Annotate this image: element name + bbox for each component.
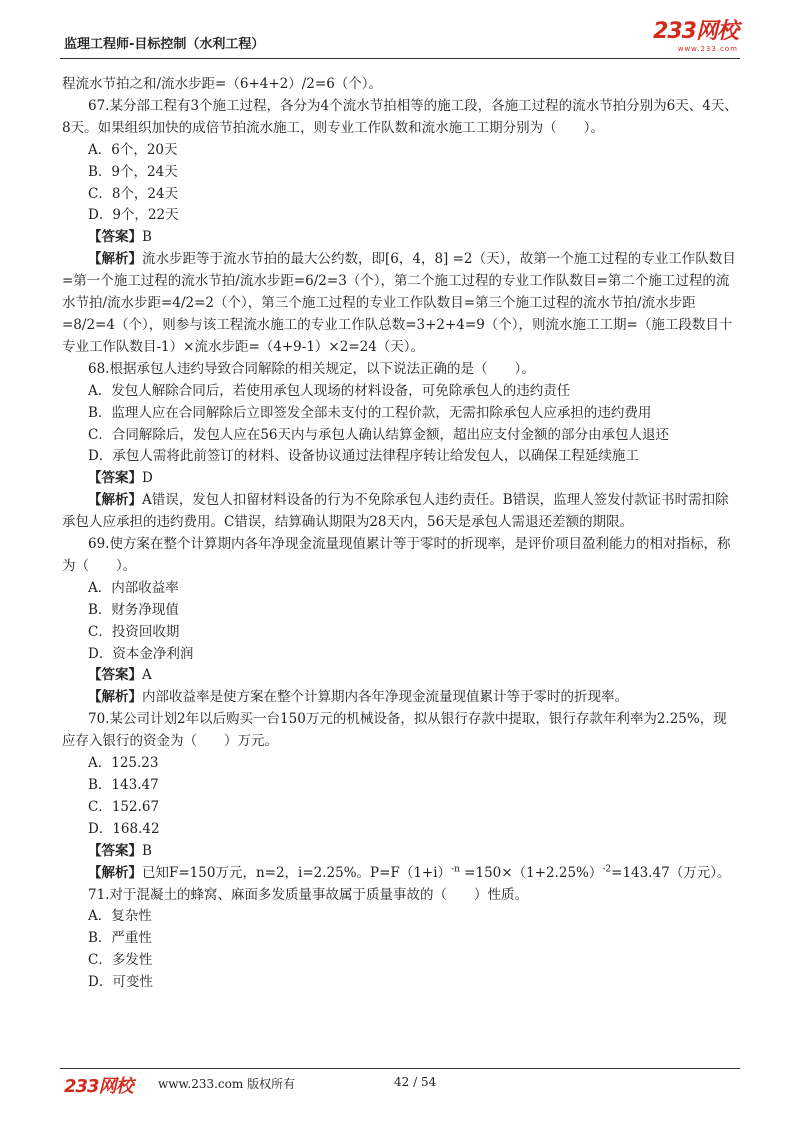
option-71-c: C．多发性 <box>88 952 153 969</box>
explanation-text-a: 已知F=150万元，n=2，i=2.25%。P=F（1+i） <box>142 864 452 881</box>
question-stem-67: 67.某分部工程有3个施工过程，各分为4个流水节拍相等的施工段，各施工过程的流水节拍分别为6天、4天、8天。如果组织加快的成倍节拍流水施工，则专业工作队数和流水施工工期分别为（ ）。 <box>62 97 738 136</box>
explanation-text-c: =143.47（万元）。 <box>611 864 731 881</box>
option-68-c: C．合同解除后，发包人应在56天内与承包人确认结算金额，超出应支付金额的部分由承包人退还 <box>88 426 670 443</box>
answer-70 <box>62 841 738 863</box>
header-divider <box>60 58 740 59</box>
exponent-n: -n <box>451 864 460 875</box>
option-70-b: B．143.47 <box>88 777 159 793</box>
answer-label: 【答案】 <box>88 667 142 684</box>
option-67-d: D．9个，22天 <box>88 207 179 224</box>
explanation-68 <box>62 490 738 534</box>
option-67-b: B．9个，24天 <box>88 163 178 180</box>
explanation-text: 流水步距等于流水节拍的最大公约数，即[6，4，8] =2（天），故第一个施工过程的专业工作队数目=第一个施工过程的流水节拍/流水步距=6/2=3（个），第二个施工过程的专业工作队数目=第二个施工过程的流水节拍/流水步距=4/2=2（个），第三个施工过程的专业工作队数目=第三个施工过程的流水节拍/流水步距=8/2=4（个），则参与该工程流水施工的专业工作队总数=3+2+4=9（个），则流水施工工期=（施工段数目十专业工作队数目-1）×流水步距=（4+9-1）×2=24（天）。 <box>62 251 736 355</box>
explanation-text-b: =150×（1+2.25%） <box>459 864 603 881</box>
option-71-a: A．复杂性 <box>88 908 152 925</box>
page-number: 42 / 54 <box>394 1075 437 1089</box>
answer-69 <box>62 665 738 687</box>
footer-copyright: www.233.com 版权所有 <box>158 1077 296 1091</box>
answer-67 <box>62 227 738 249</box>
explanation-label: 【解析】 <box>88 689 142 706</box>
explanation-70 <box>62 863 738 885</box>
explanation-69 <box>62 687 738 709</box>
intro-line: 程流水节拍之和/流水步距=（6+4+2）/2=6（个）。 <box>62 76 383 92</box>
answer-value: B <box>142 229 152 246</box>
option-68-d: D．承包人需将此前签订的材料、设备协议通过法律程序转让给发包人，以确保工程延续施工 <box>88 448 639 465</box>
option-69-b: B．财务净现值 <box>88 601 179 618</box>
option-69-d: D．资本金净利润 <box>88 645 194 662</box>
answer-value: B <box>142 842 152 859</box>
option-70-a: A．125.23 <box>88 755 159 772</box>
option-69-c: C．投资回收期 <box>88 623 180 640</box>
explanation-label: 【解析】 <box>88 492 142 509</box>
answer-68 <box>62 468 738 490</box>
answer-value: D <box>142 470 153 487</box>
page-footer <box>64 1074 744 1097</box>
option-70-d: D．168.42 <box>88 820 160 837</box>
explanation-label: 【解析】 <box>88 864 142 881</box>
answer-label: 【答案】 <box>88 470 142 487</box>
answer-label: 【答案】 <box>88 842 142 859</box>
explanation-label: 【解析】 <box>88 251 142 268</box>
option-71-b: B．严重性 <box>88 930 152 947</box>
explanation-text: 内部收益率是使方案在整个计算期内各年净现金流量现值累计等于零时的折现率。 <box>142 689 628 706</box>
explanation-67 <box>62 249 738 359</box>
brand-logo[interactable] <box>653 20 738 53</box>
option-67-a: A．6个，20天 <box>88 141 178 158</box>
option-69-a: A．内部收益率 <box>88 579 179 596</box>
logo-text: 233网校 <box>653 19 738 44</box>
explanation-text: A错误，发包人扣留材料设备的行为不免除承包人违约责任。B错误，监理人签发付款证书时需扣除承包人应承担的违约费用。C错误，结算确认期限为28天内，56天是承包人需退还差额的期限。 <box>62 492 729 531</box>
exponent-2: -2 <box>602 864 612 875</box>
logo-url: www.233.com <box>677 45 738 53</box>
footer-divider <box>60 1068 740 1069</box>
answer-label: 【答案】 <box>88 229 142 246</box>
header-title: 监理工程师-目标控制（水利工程） <box>64 37 265 52</box>
question-stem-71: 71.对于混凝土的蜂窝、麻面多发质量事故属于质量事故的（ ）性质。 <box>88 886 528 903</box>
option-68-a: A．发包人解除合同后，若使用承包人现场的材料设备，可免除承包人的违约责任 <box>88 382 571 399</box>
question-stem-68: 68.根据承包人违约导致合同解除的相关规定，以下说法正确的是（ ）。 <box>88 360 535 377</box>
question-stem-70: 70.某公司计划2年以后购买一台150万元的机械设备，拟从银行存款中提取，银行存款年利率为2.25%，现应存入银行的资金为（ ）万元。 <box>62 711 727 750</box>
question-stem-69: 69.使方案在整个计算期内各年净现金流量现值累计等于零时的折现率，是评价项目盈利能力的相对指标，称为（ ）。 <box>62 536 731 574</box>
answer-value: A <box>142 667 152 684</box>
option-71-d: D．可变性 <box>88 974 153 991</box>
option-70-c: C．152.67 <box>88 798 160 815</box>
option-68-b: B．监理人应在合同解除后立即签发全部未支付的工程价款，无需扣除承包人应承担的违约费用 <box>88 404 652 421</box>
option-67-c: C．8个，24天 <box>88 185 179 202</box>
document-body <box>62 74 738 994</box>
footer-logo[interactable]: 233网校 <box>64 1076 133 1097</box>
